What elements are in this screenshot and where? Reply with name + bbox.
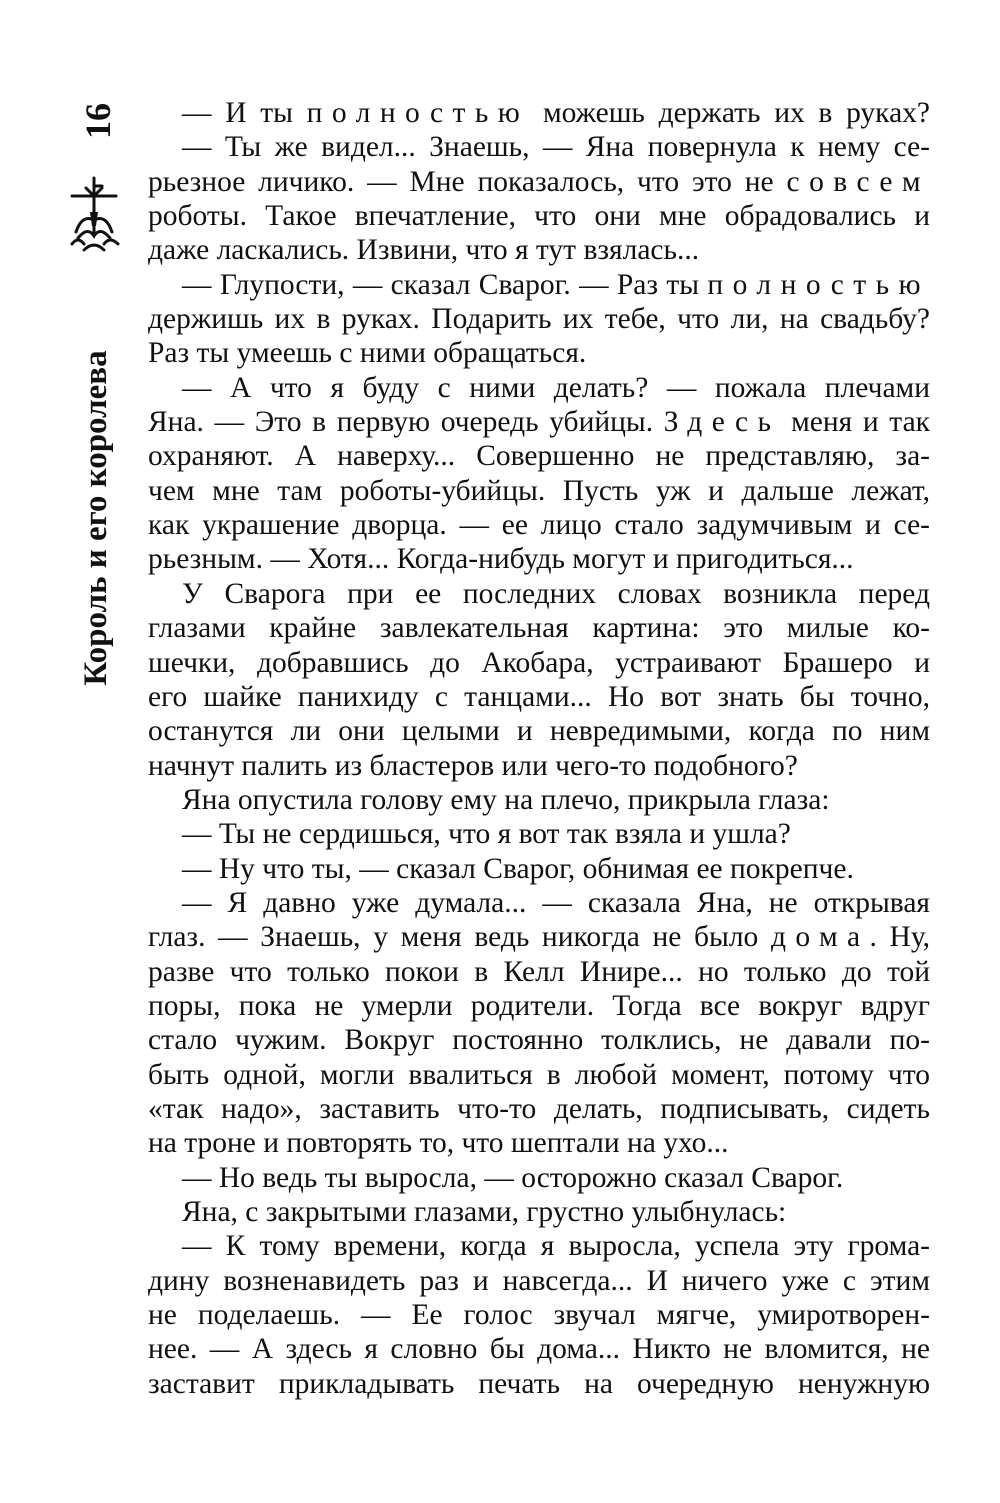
text-line: Яна, с закрытыми глазами, грустно улыбнулась: <box>182 1196 787 1228</box>
text-line: «так надо», заставить что-то делать, подписывать, сидеть <box>148 1092 930 1125</box>
text-line: на троне и повторять то, что шептали на ухо... <box>148 1127 729 1160</box>
text-line: нее. — А здесь я словно бы дома... Никто не вломится, не <box>148 1333 930 1366</box>
text-line: быть одной, могли ввалиться в любой момент, потому что <box>148 1058 930 1091</box>
text-line: Раз ты умеешь с ними обращаться. <box>148 337 587 370</box>
text-line: глаз. — Знаешь, у меня ведь никогда не было дома. Ну, <box>148 921 931 954</box>
text-line: — Я давно уже думала... — сказала Яна, не открывая <box>182 886 930 919</box>
text-line: его шайке панихиду с танцами... Но вот знать бы точно, <box>148 680 930 713</box>
text-line: поры, пока не умерли родители. Тогда все вокруг вдруг <box>148 989 930 1022</box>
text-line: У Сварога при ее последних словах возникла перед <box>182 577 930 610</box>
text-line: — Ты же видел... Знаешь, — Яна повернула к нему се- <box>182 131 930 164</box>
text-line: — Ты не сердишься, что я вот так взяла и ушла? <box>182 818 791 851</box>
text-line: останутся ли они целыми и невредимыми, когда по ним <box>148 715 930 748</box>
text-line: охраняют. А наверху... Совершенно не представляю, за- <box>148 440 930 473</box>
text-line: Яна опустила голову ему на плечо, прикрыла глаза: <box>182 783 830 816</box>
text-line: — А что я буду с ними делать? — пожала плечами <box>182 371 930 404</box>
body-text <box>148 96 930 1401</box>
text-line: — К тому времени, когда я выросла, успела эту грома- <box>182 1230 930 1263</box>
text-line: разве что только покои в Келл Инире... но только до той <box>148 955 930 988</box>
text-line: — Ну что ты, — сказал Сварог, обнимая ее покрепче. <box>182 852 854 885</box>
running-header <box>56 96 136 716</box>
text-line: рьезным. — Хотя... Когда-нибудь могут и пригодиться... <box>148 543 854 576</box>
text-line: Яна. — Это в первую очередь убийцы. Здесь меня и так <box>148 406 930 439</box>
text-line: не поделаешь. — Ее голос звучал мягче, умиротворен- <box>148 1299 930 1332</box>
text-line: глазами крайне завлекательная картина: это милые ко- <box>148 612 930 645</box>
text-line: — Глупости, — сказал Сварог. — Раз ты полностью <box>182 268 930 301</box>
text-line: как украшение дворца. — ее лицо стало задумчивым и се- <box>148 509 930 542</box>
fleur-dagger-ornament-icon <box>64 174 128 274</box>
text-line: — Но ведь ты выросла, — осторожно сказал Сварог. <box>182 1161 844 1194</box>
text-line: держишь их в руках. Подарить их тебе, что ли, на свадьбу? <box>148 303 930 336</box>
text-line: рьезное личико. — Мне показалось, что это не совсем <box>148 165 930 198</box>
text-line: шечки, добравшись до Акобара, устраивают Брашеро и <box>148 646 930 679</box>
text-line: дину возненавидеть раз и навсегда... И ничего уже с этим <box>148 1264 930 1297</box>
text-line: даже ласкались. Извини, что я тут взялась... <box>148 234 700 267</box>
text-line: заставит прикладывать печать на очередную ненужную <box>148 1367 930 1400</box>
text-line: начнут палить из бластеров или чего-то подобного? <box>148 749 798 782</box>
text-line: чем мне там роботы-убийцы. Пусть уж и дальше лежат, <box>148 474 930 507</box>
page-number: 16 <box>78 103 118 139</box>
text-line: стало чужим. Вокруг постоянно толклись, не давали по- <box>148 1024 930 1057</box>
text-line: роботы. Такое впечатление, что они мне обрадовались и <box>148 200 930 233</box>
running-title: Король и его королева <box>78 350 114 686</box>
text-line: — И ты полностью можешь держать их в руках? <box>182 97 930 129</box>
